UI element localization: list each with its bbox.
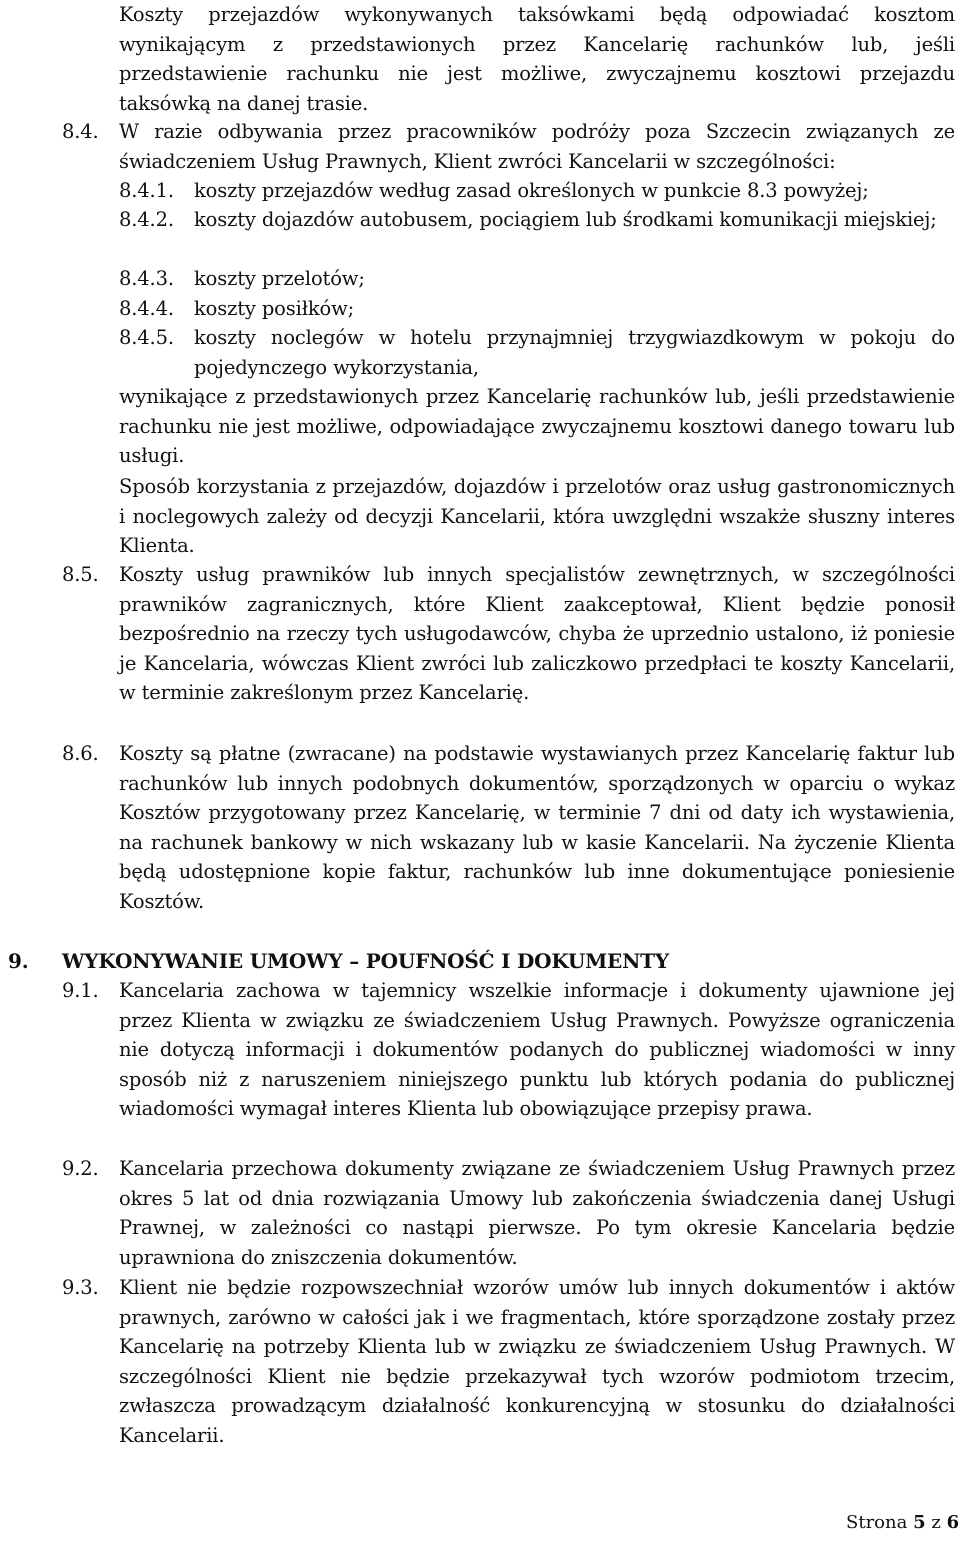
- paragraph-9-1: Kancelaria zachowa w tajemnicy wszelkie informacje i dokumenty ujawnione jej przez Klienta w związku ze świadczeniem Usług Prawnych. Powyższe ograniczenia nie dotyczą informacji i dokumentów podanych do publicznej wiadomości w inny sposób niż z naruszeniem niniejszego punktu lub których podania do publicznej wiadomości wymagał interes Klienta lub obowiązujące przepisy prawa.: [119, 979, 955, 1121]
- section-number-8-6: 8.6.: [62, 742, 99, 765]
- section-number-9-3: 9.3.: [62, 1276, 99, 1299]
- item-number-8-4-3: 8.4.3.: [119, 267, 174, 290]
- page-total: 6: [946, 1512, 960, 1533]
- item-8-4-1: koszty przejazdów według zasad określonych w punkcie 8.3 powyżej;: [194, 179, 869, 202]
- page-separator: z: [931, 1512, 941, 1533]
- section-number-8-5: 8.5.: [62, 563, 99, 586]
- item-8-4-3: koszty przelotów;: [194, 267, 365, 290]
- paragraph-8-5: Koszty usług prawników lub innych specjalistów zewnętrznych, w szczególności prawników zagranicznych, które Klient zaakceptował, Klient będzie ponosił bezpośrednio na rzeczy tych usługodawców, chyba że uprzednio ustalono, iż poniesie je Kancelaria, wówczas Klient zwróci lub zaliczkowo przedpłaci te koszty Kancelarii, w terminie zakreślonym przez Kancelarię.: [119, 563, 955, 705]
- paragraph-taxi-costs: Koszty przejazdów wykonywanych taksówkami będą odpowiadać kosztom wynikającym z przedstawionych przez Kancelarię rachunków lub, jeśli przedstawienie rachunku nie jest możliwe, zwyczajnemu kosztowi przejazdu taksówką na danej trasie.: [119, 3, 955, 115]
- section-number-9-2: 9.2.: [62, 1157, 99, 1180]
- paragraph-9-3: Klient nie będzie rozpowszechniał wzorów umów lub innych dokumentów i aktów prawnych, zarówno w całości jak i we fragmentach, które sporządzone zostały przez Kancelarię na potrzeby Klienta lub w związku ze świadczeniem Usług Prawnych. W szczególności Klient nie będzie przekazywał tych wzorów podmiotom trzecim, zwłaszcza prowadzącym działalność konkurencyjną w stosunku do działalności Kancelarii.: [119, 1276, 955, 1447]
- item-number-8-4-4: 8.4.4.: [119, 297, 174, 320]
- paragraph-8-4: W razie odbywania przez pracowników podróży poza Szczecin związanych ze świadczeniem Usług Prawnych, Klient zwróci Kancelarii w szczególności:: [119, 120, 955, 173]
- section-number-8-4: 8.4.: [62, 120, 99, 143]
- item-8-4-2: koszty dojazdów autobusem, pociągiem lub środkami komunikacji miejskiej;: [194, 208, 937, 231]
- item-8-4-4: koszty posiłków;: [194, 297, 355, 320]
- section-heading-number-9: 9.: [8, 949, 29, 973]
- item-number-8-4-1: 8.4.1.: [119, 179, 174, 202]
- item-number-8-4-2: 8.4.2.: [119, 208, 174, 231]
- paragraph-9-2: Kancelaria przechowa dokumenty związane ze świadczeniem Usług Prawnych przez okres 5 lat od dnia rozwiązania Umowy lub zakończenia świadczenia danej Usługi Prawnej, w zależności co nastąpi pierwsze. Po tym okresie Kancelaria będzie uprawniona do zniszczenia dokumentów.: [119, 1157, 955, 1269]
- page-current: 5: [913, 1512, 926, 1533]
- section-heading-9: WYKONYWANIE UMOWY – POUFNOŚĆ I DOKUMENTY: [62, 949, 669, 973]
- section-number-9-1: 9.1.: [62, 979, 99, 1002]
- page-label: Strona: [846, 1512, 908, 1533]
- page-number-footer: [846, 1512, 959, 1534]
- paragraph-8-4-usage: Sposób korzystania z przejazdów, dojazdów i przelotów oraz usług gastronomicznych i noclegowych zależy od decyzji Kancelarii, która uwzględni wszakże słuszny interes Klienta.: [119, 475, 955, 558]
- item-8-4-5: koszty noclegów w hotelu przynajmniej trzygwiazdkowym w pokoju do pojedynczego wykorzystania,: [194, 326, 955, 379]
- paragraph-8-4-continuation: wynikające z przedstawionych przez Kancelarię rachunków lub, jeśli przedstawienie rachunku nie jest możliwe, odpowiadające zwyczajnemu kosztowi danego towaru lub usługi.: [119, 385, 955, 468]
- paragraph-8-6: Koszty są płatne (zwracane) na podstawie wystawianych przez Kancelarię faktur lub rachunków lub innych podobnych dokumentów, sporządzonych w oparciu o wykaz Kosztów przygotowany przez Kancelarię, w terminie 7 dni od daty ich wystawienia, na rachunek bankowy w nich wskazany lub w kasie Kancelarii. Na życzenie Klienta będą udostępnione kopie faktur, rachunków lub inne dokumentujące poniesienie Kosztów.: [119, 742, 955, 913]
- item-number-8-4-5: 8.4.5.: [119, 326, 174, 349]
